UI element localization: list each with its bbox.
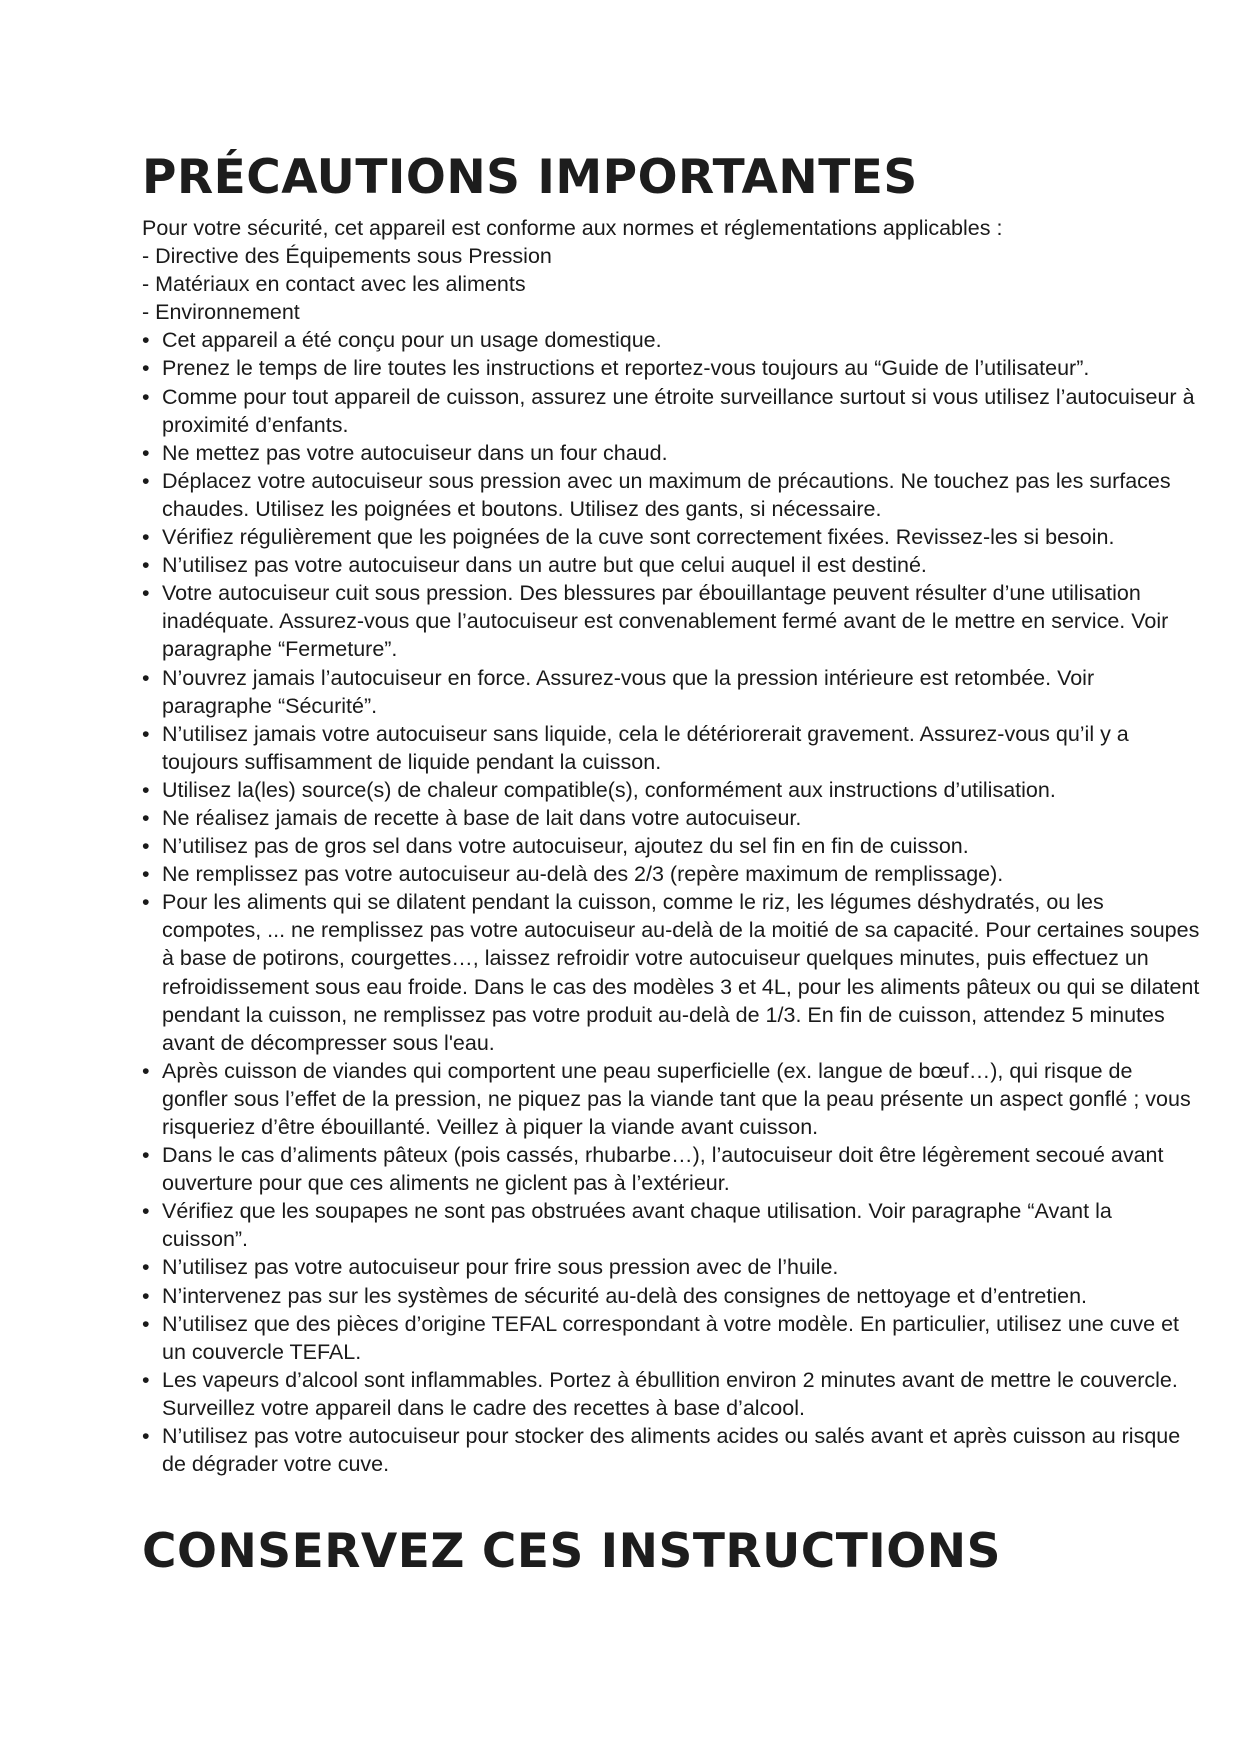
page-title: PRÉCAUTIONS IMPORTANTES xyxy=(142,150,918,205)
precaution-item: • N’intervenez pas sur les systèmes de sécurité au-delà des consignes de nettoyage et d’entretien. xyxy=(142,1282,1202,1310)
intro-text: Pour votre sécurité, cet appareil est conforme aux normes et réglementations applicables : xyxy=(142,216,1003,240)
precaution-item: • N’utilisez pas votre autocuiseur pour stocker des aliments acides ou salés avant et après cuisson au risque de dégrader votre cuve. xyxy=(142,1422,1202,1478)
directive-item: - Environnement xyxy=(142,300,300,325)
precaution-item: • Utilisez la(les) source(s) de chaleur compatible(s), conformément aux instructions d’utilisation. xyxy=(142,776,1202,804)
precaution-item: • Prenez le temps de lire toutes les instructions et reportez-vous toujours au “Guide de l’utilisateur”. xyxy=(142,354,1202,382)
precaution-item: • Les vapeurs d’alcool sont inflammables. Portez à ébullition environ 2 minutes avant de mettre le couvercle. Surveillez votre appareil dans le cadre des recettes à base d’alcool. xyxy=(142,1366,1202,1422)
precaution-item: • Cet appareil a été conçu pour un usage domestique. xyxy=(142,326,1202,354)
precaution-item: • Pour les aliments qui se dilatent pendant la cuisson, comme le riz, les légumes déshydratés, ou les compotes, ... ne remplissez pas votre autocuiseur au-delà de la moitié de sa capacité. Pour certaines soupes à base de potirons, courgettes…, laissez refroidir votre autocuiseur quelques minutes, puis effectuez un refroidissement sous eau froide. Dans le cas des modèles 3 et 4L, pour les aliments pâteux ou qui se dilatent pendant la cuisson, ne remplissez pas votre produit au-delà de 1/3. En fin de cuisson, attendez 5 minutes avant de décompresser sous l'eau. xyxy=(142,888,1202,1057)
precaution-item: • Comme pour tout appareil de cuisson, assurez une étroite surveillance surtout si vous utilisez l’autocuiseur à proximité d’enfants. xyxy=(142,383,1202,439)
precaution-item: • Votre autocuiseur cuit sous pression. Des blessures par ébouillantage peuvent résulter d’une utilisation inadéquate. Assurez-vous que l’autocuiseur est convenablement fermé avant de le mettre en service. Voir paragraphe “Fermeture”. xyxy=(142,579,1202,663)
precautions-content xyxy=(142,214,1202,1478)
precaution-item: • N’utilisez jamais votre autocuiseur sans liquide, cela le détériorerait gravement. Assurez-vous qu’il y a toujours suffisamment de liquide pendant la cuisson. xyxy=(142,720,1202,776)
precaution-item: • Ne réalisez jamais de recette à base de lait dans votre autocuiseur. xyxy=(142,804,1202,832)
precaution-item: • N’utilisez pas de gros sel dans votre autocuiseur, ajoutez du sel fin en fin de cuisson. xyxy=(142,832,1202,860)
precaution-item: • N’utilisez pas votre autocuiseur pour frire sous pression avec de l’huile. xyxy=(142,1253,1202,1281)
footer-title: CONSERVEZ CES INSTRUCTIONS xyxy=(142,1524,1001,1579)
precaution-item: • Vérifiez que les soupapes ne sont pas obstruées avant chaque utilisation. Voir paragraphe “Avant la cuisson”. xyxy=(142,1197,1202,1253)
directive-item: - Matériaux en contact avec les aliments xyxy=(142,272,526,297)
precaution-item: • Ne remplissez pas votre autocuiseur au-delà des 2/3 (repère maximum de remplissage). xyxy=(142,860,1202,888)
precaution-item: • N’utilisez pas votre autocuiseur dans un autre but que celui auquel il est destiné. xyxy=(142,551,1202,579)
precaution-item: • Dans le cas d’aliments pâteux (pois cassés, rhubarbe…), l’autocuiseur doit être légèrement secoué avant ouverture pour que ces aliments ne giclent pas à l’extérieur. xyxy=(142,1141,1202,1197)
precautions-list xyxy=(142,326,1202,1478)
precaution-item: • N’ouvrez jamais l’autocuiseur en force. Assurez-vous que la pression intérieure est retombée. Voir paragraphe “Sécurité”. xyxy=(142,664,1202,720)
precaution-item: • Déplacez votre autocuiseur sous pression avec un maximum de précautions. Ne touchez pas les surfaces chaudes. Utilisez les poignées et boutons. Utilisez des gants, si nécessaire. xyxy=(142,467,1202,523)
precaution-item: • Après cuisson de viandes qui comportent une peau superficielle (ex. langue de bœuf…), qui risque de gonfler sous l’effet de la pression, ne piquez pas la viande tant que la peau présente un aspect gonflé ; vous risqueriez d’être ébouillanté. Veillez à piquer la viande avant cuisson. xyxy=(142,1057,1202,1141)
precaution-item: • Vérifiez régulièrement que les poignées de la cuve sont correctement fixées. Revissez-les si besoin. xyxy=(142,523,1202,551)
precaution-item: • N’utilisez que des pièces d’origine TEFAL correspondant à votre modèle. En particulier, utilisez une cuve et un couvercle TEFAL. xyxy=(142,1310,1202,1366)
precaution-item: • Ne mettez pas votre autocuiseur dans un four chaud. xyxy=(142,439,1202,467)
directive-item: - Directive des Équipements sous Pression xyxy=(142,244,552,269)
